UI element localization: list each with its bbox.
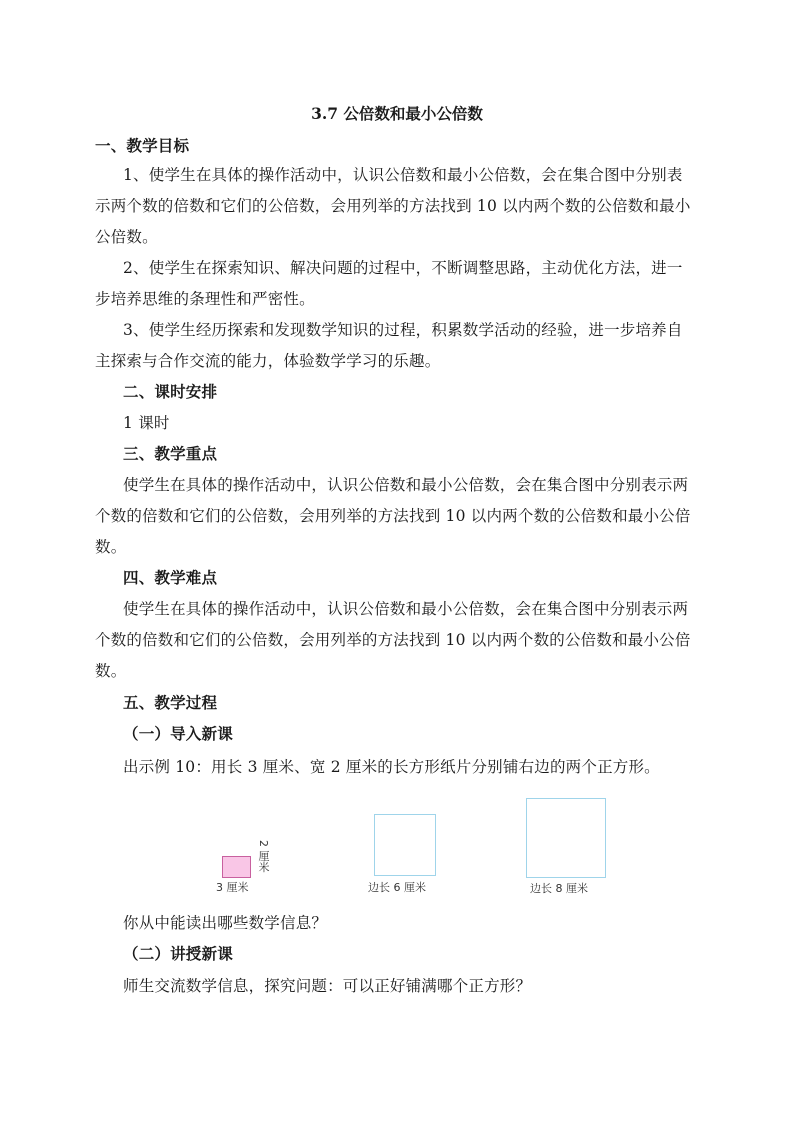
paper-rectangle bbox=[222, 856, 251, 878]
key-points-line-3: 数。 bbox=[95, 538, 127, 556]
section-heading-difficulties: 四、教学难点 bbox=[123, 568, 218, 587]
page-title: 3.7 公倍数和最小公倍数 bbox=[311, 104, 483, 123]
section-heading-goals: 一、教学目标 bbox=[95, 136, 190, 155]
goal-2-line-2: 步培养思维的条理性和严密性。 bbox=[95, 290, 315, 308]
difficulties-line-1: 使学生在具体的操作活动中，认识公倍数和最小公倍数，会在集合图中分别表示两 bbox=[123, 600, 689, 618]
rect-height-label: 2 厘米 bbox=[257, 840, 270, 873]
difficulties-line-2: 个数的倍数和它们的公倍数，会用列举的方法找到 10 以内两个数的公倍数和最小公倍 bbox=[95, 631, 691, 649]
square-side-6 bbox=[374, 814, 436, 876]
square-6-label: 边长 6 厘米 bbox=[368, 881, 426, 894]
question-info: 你从中能读出哪些数学信息？ bbox=[123, 914, 328, 932]
goal-2-line-1: 2、使学生在探索知识、解决问题的过程中，不断调整思路，主动优化方法，进一 bbox=[123, 259, 683, 277]
subsection-heading-teaching: （二）讲授新课 bbox=[123, 944, 233, 963]
section-heading-schedule: 二、课时安排 bbox=[123, 382, 218, 401]
section-heading-key-points: 三、教学重点 bbox=[123, 444, 218, 463]
goal-3-line-2: 主探索与合作交流的能力，体验数学学习的乐趣。 bbox=[95, 352, 441, 370]
goal-1-line-2: 示两个数的倍数和它们的公倍数，会用列举的方法找到 10 以内两个数的公倍数和最小 bbox=[95, 197, 691, 215]
rect-width-label: 3 厘米 bbox=[216, 881, 249, 894]
goal-1-line-1: 1、使学生在具体的操作活动中，认识公倍数和最小公倍数，会在集合图中分别表 bbox=[123, 166, 683, 184]
square-8-label: 边长 8 厘米 bbox=[530, 882, 588, 895]
section-heading-process: 五、教学过程 bbox=[123, 693, 218, 712]
subsection-heading-intro: （一）导入新课 bbox=[123, 724, 233, 743]
key-points-line-1: 使学生在具体的操作活动中，认识公倍数和最小公倍数，会在集合图中分别表示两 bbox=[123, 476, 689, 494]
goal-1-line-3: 公倍数。 bbox=[95, 228, 158, 246]
goal-3-line-1: 3、使学生经历探索和发现数学知识的过程，积累数学活动的经验，进一步培养自 bbox=[123, 321, 683, 339]
schedule-text: 1 课时 bbox=[123, 414, 170, 432]
square-side-8 bbox=[526, 798, 606, 878]
example-figure bbox=[210, 790, 630, 900]
question-fill: 师生交流数学信息，探究问题：可以正好铺满哪个正方形？ bbox=[123, 977, 532, 995]
key-points-line-2: 个数的倍数和它们的公倍数，会用列举的方法找到 10 以内两个数的公倍数和最小公倍 bbox=[95, 507, 691, 525]
difficulties-line-3: 数。 bbox=[95, 662, 127, 680]
example-text: 出示例 10：用长 3 厘米、宽 2 厘米的长方形纸片分别铺右边的两个正方形。 bbox=[123, 758, 660, 776]
